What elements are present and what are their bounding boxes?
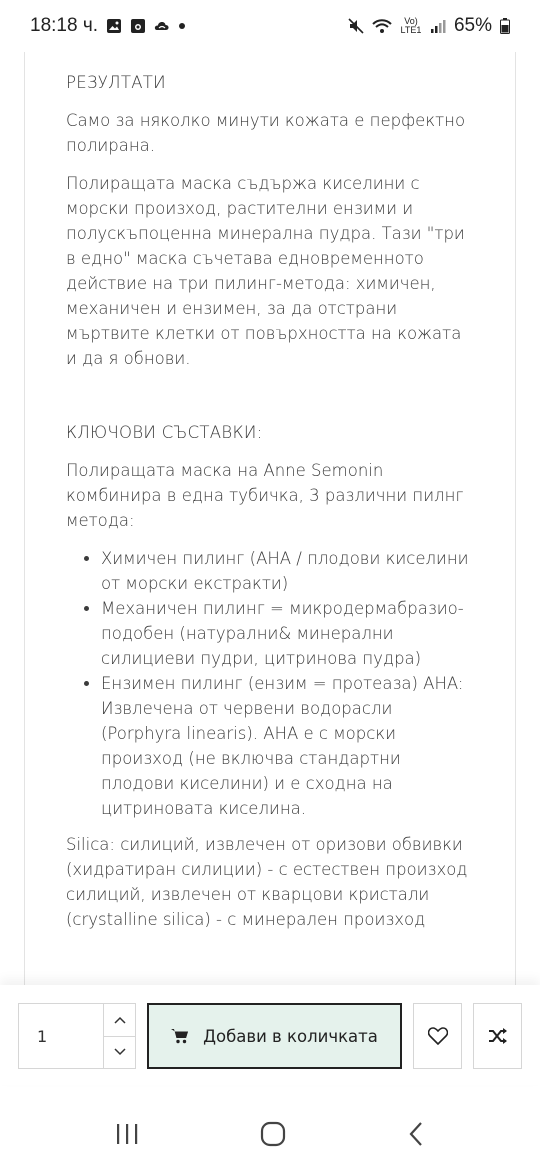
description-body xyxy=(25,40,515,932)
cart-icon xyxy=(171,1028,189,1044)
cloud-icon xyxy=(154,18,170,34)
compare-button[interactable] xyxy=(473,1003,522,1069)
section-spacer xyxy=(66,384,473,420)
status-time: 18:18 ч. xyxy=(30,15,99,36)
recent-apps-icon[interactable] xyxy=(114,1122,140,1146)
silica-paragraph: Silica: силиций, извлечен от оризови обвивки (хидратиран силиции) - с естествен произход силиций, извлечен от кварцови кристали (crystalline silica) - с минерален произход xyxy=(66,835,468,929)
battery-icon xyxy=(500,18,510,34)
results-paragraph: Само за няколко минути кожата е перфектно полирана. xyxy=(66,111,466,155)
quantity-increase-button[interactable] xyxy=(104,1004,135,1036)
list-item: • Химичен пилинг (AHA / плодови киселини от морски екстракти) xyxy=(101,546,473,596)
ingredients-intro: Полиращата маска на Anne Semonin комбинира в една тубичка, 3 различни пилнг метода: xyxy=(66,461,464,530)
status-left xyxy=(30,15,186,37)
calendar-icon xyxy=(130,18,146,34)
quantity-input[interactable]: 1 xyxy=(37,1026,48,1046)
add-to-cart-button[interactable] xyxy=(147,1003,402,1069)
system-nav-bar xyxy=(0,1098,540,1170)
quantity-decrease-button[interactable] xyxy=(104,1036,135,1069)
list-item: • Механичен пилинг = микродермабразио-подобен (натурални& минерални силициеви пудри, цитринова пудра) xyxy=(101,596,473,671)
quantity-steppers xyxy=(103,1004,135,1068)
chevron-up-icon xyxy=(114,1016,126,1024)
gallery-icon xyxy=(106,18,122,34)
quantity-stepper xyxy=(18,1003,136,1069)
status-bar xyxy=(0,0,540,52)
ingredients-heading: КЛЮЧОВИ СЪСТАВКИ: xyxy=(66,423,263,442)
product-description xyxy=(24,40,516,1000)
mute-icon xyxy=(348,18,364,34)
results-heading: РЕЗУЛТАТИ xyxy=(66,73,166,92)
heart-icon xyxy=(428,1027,448,1045)
battery-percent: 65% xyxy=(453,15,492,36)
network-label: Vo) LTE1 xyxy=(400,16,422,35)
ingredients-list xyxy=(66,546,473,821)
wishlist-button[interactable] xyxy=(413,1003,462,1069)
home-icon[interactable] xyxy=(260,1121,286,1147)
back-icon[interactable] xyxy=(406,1121,426,1147)
list-item: • Ензимен пилинг (ензим = протеаза) AHA: Извлечена от червени водорасли (Porphyra linearis). AHA е с морски произход (не включва стандартни плодови киселини) и е сходна на цитриновата киселина. xyxy=(101,671,473,821)
chevron-down-icon xyxy=(114,1048,126,1056)
add-to-cart-bar xyxy=(0,985,540,1085)
wifi-icon xyxy=(372,18,392,34)
signal-icon xyxy=(430,18,446,34)
status-right xyxy=(348,15,510,37)
dot-icon xyxy=(178,22,186,30)
add-to-cart-label: Добави в количката xyxy=(203,1026,378,1046)
results-description: Полиращата маска съдържа киселини с морски произход, растителни ензими и полускъпоценна минерална пудра. Тази "три в едно" маска съчетава едновременното действие на три пилинг-метода: химичен, механичен и ензимен, за да отстрани мъртвите клетки от повърхността на кожата и да я обнови. xyxy=(66,174,465,368)
shuffle-icon xyxy=(488,1028,508,1044)
